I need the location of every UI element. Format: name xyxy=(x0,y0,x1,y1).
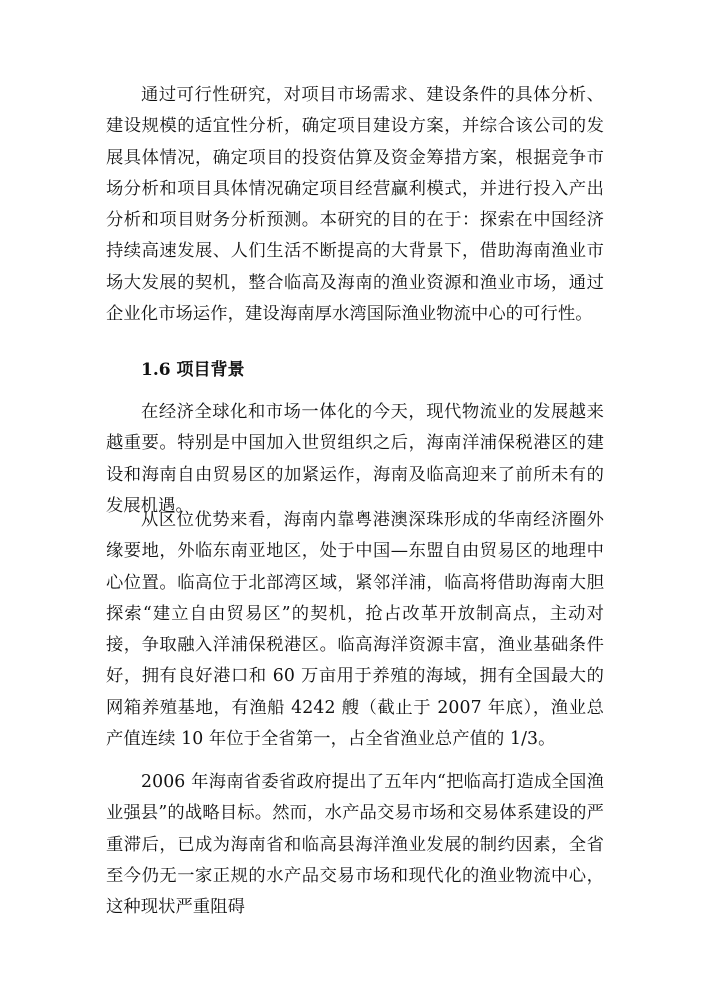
paragraph-globalization: 在经济全球化和市场一体化的今天，现代物流业的发展越来越重要。特别是中国加入世贸组织之后，海南洋浦保税港区的建设和海南自由贸易区的加紧运作，海南及临高迎来了前所未有的发展机遇。 xyxy=(106,402,604,516)
paragraph-feasibility: 通过可行性研究，对项目市场需求、建设条件的具体分析、建设规模的适宜性分析，确定项目建设方案，并综合该公司的发展具体情况，确定项目的投资估算及资金筹措方案，根据竞争市场分析和项目具体情况确定项目经营赢利模式，并进行投入产出分析和项目财务分析预测。本研究的目的在于：探索在中国经济持续高速发展、人们生活不断提高的大背景下，借助海南渔业市场大发展的契机，整合临高及海南的渔业资源和渔业市场，通过企业化市场运作，建设海南厚水湾国际渔业物流中心的可行性。 xyxy=(106,85,604,325)
paragraph-location-advantage: 从区位优势来看，海南内靠粤港澳深珠形成的华南经济圈外缘要地，外临东南亚地区，处于中国—东盟自由贸易区的地理中心位置。临高位于北部湾区域，紧邻洋浦，临高将借助海南大胆探索“建立自由贸易区”的契机，抢占改革开放制高点，主动对接，争取融入洋浦保税港区。临高海洋资源丰富，渔业基础条件好，拥有良好港口和 60 万亩用于养殖的海域，拥有全国最大的网箱养殖基地，有渔船 4242 艘（截止于 2007 年底），渔业总产值连续 10 年位于全省第一，占全省渔业总产值的 1/3。 xyxy=(106,510,604,750)
section-heading-project-background: 1.6 项目背景 xyxy=(141,360,245,380)
paragraph-strategic-goal: 2006 年海南省委省政府提出了五年内“把临高打造成全国渔业强县”的战略目标。然而，水产品交易市场和交易体系建设的严重滞后，已成为海南省和临高县海洋渔业发展的制约因素，全省至今仍无一家正规的水产品交易市场和现代化的渔业物流中心，这种现状严重阻碍 xyxy=(106,772,604,918)
